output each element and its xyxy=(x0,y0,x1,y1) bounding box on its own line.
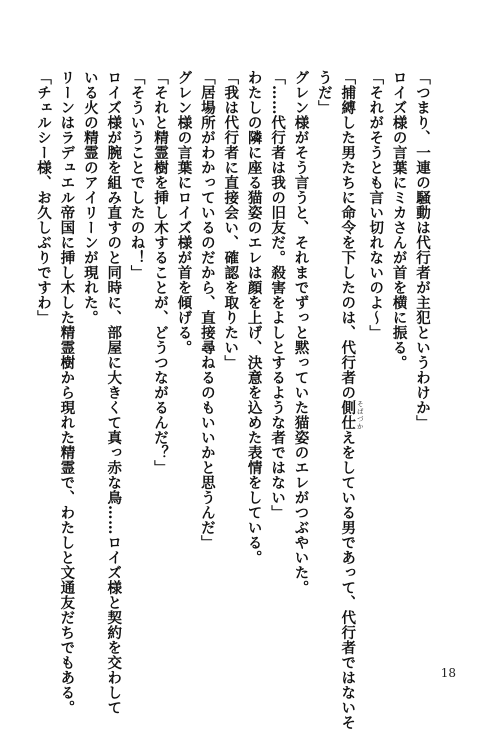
text-line-12: 「それと精霊樹を挿し木することが、どうつながるんだ？」 xyxy=(152,70,170,475)
text-line-5: うだ」 xyxy=(315,70,333,115)
text-line-7: 「……代行者は我の旧友だ。殺害をよしとするような者ではない」 xyxy=(269,70,287,520)
text-line-10: 「居場所がわかっているのだから、直接尋ねるのもいいかと思うんだ」 xyxy=(198,70,216,550)
text-line-2: ロイズ様の言葉にミカさんが首を横に振る。 xyxy=(390,70,408,370)
text-line-11: グレン様の言葉にロイズ様が首を傾げる。 xyxy=(175,70,193,355)
text-line-4-before-ruby: 「捕縛した男たちに命令を下したのは、代行者の xyxy=(339,70,357,400)
text-line-4 xyxy=(336,70,364,730)
text-line-13: 「そういうことでしたのね！」 xyxy=(128,70,146,280)
ruby-reading-text: そばづか xyxy=(355,400,364,430)
ruby-base-text: 側仕 xyxy=(339,400,357,430)
text-line-14: ロイズ様が腕を組み直すのと同時に、部屋に大きくて真っ赤な鳥……ロイズ様と契約を交わして xyxy=(105,70,123,715)
text-line-9: 「我は代行者に直接会い、確認を取りたい」 xyxy=(222,70,240,370)
text-line-3: 「それがそうとも言い切れないのよ～」 xyxy=(367,70,385,340)
text-line-15: いる火の精霊のアイリーンが現れた。 xyxy=(81,70,99,325)
text-line-16: リーンはラデュエル帝国に挿し木した精霊樹から現れた精霊で、わたしと文通友だちでもある。 xyxy=(58,70,76,715)
text-line-6: グレン様がそう言うと、それまでずっと黙っていた猫姿のエレがつぶやいた。 xyxy=(292,70,310,595)
text-line-4-after-ruby: えをしている男であって、代行者ではないそ xyxy=(339,430,357,730)
vertical-text-block xyxy=(32,70,434,730)
page-number: 18 xyxy=(440,666,456,680)
furigana-ruby xyxy=(339,400,364,430)
text-line-17: 「チェルシー様、お久しぶりですわ」 xyxy=(35,70,52,325)
text-line-1: 「つまり、一連の騒動は代行者が主犯というわけか」 xyxy=(414,70,431,430)
text-line-8: わたしの隣に座る猫姿のエレは顔を上げ、決意を込めた表情をしている。 xyxy=(245,70,263,565)
